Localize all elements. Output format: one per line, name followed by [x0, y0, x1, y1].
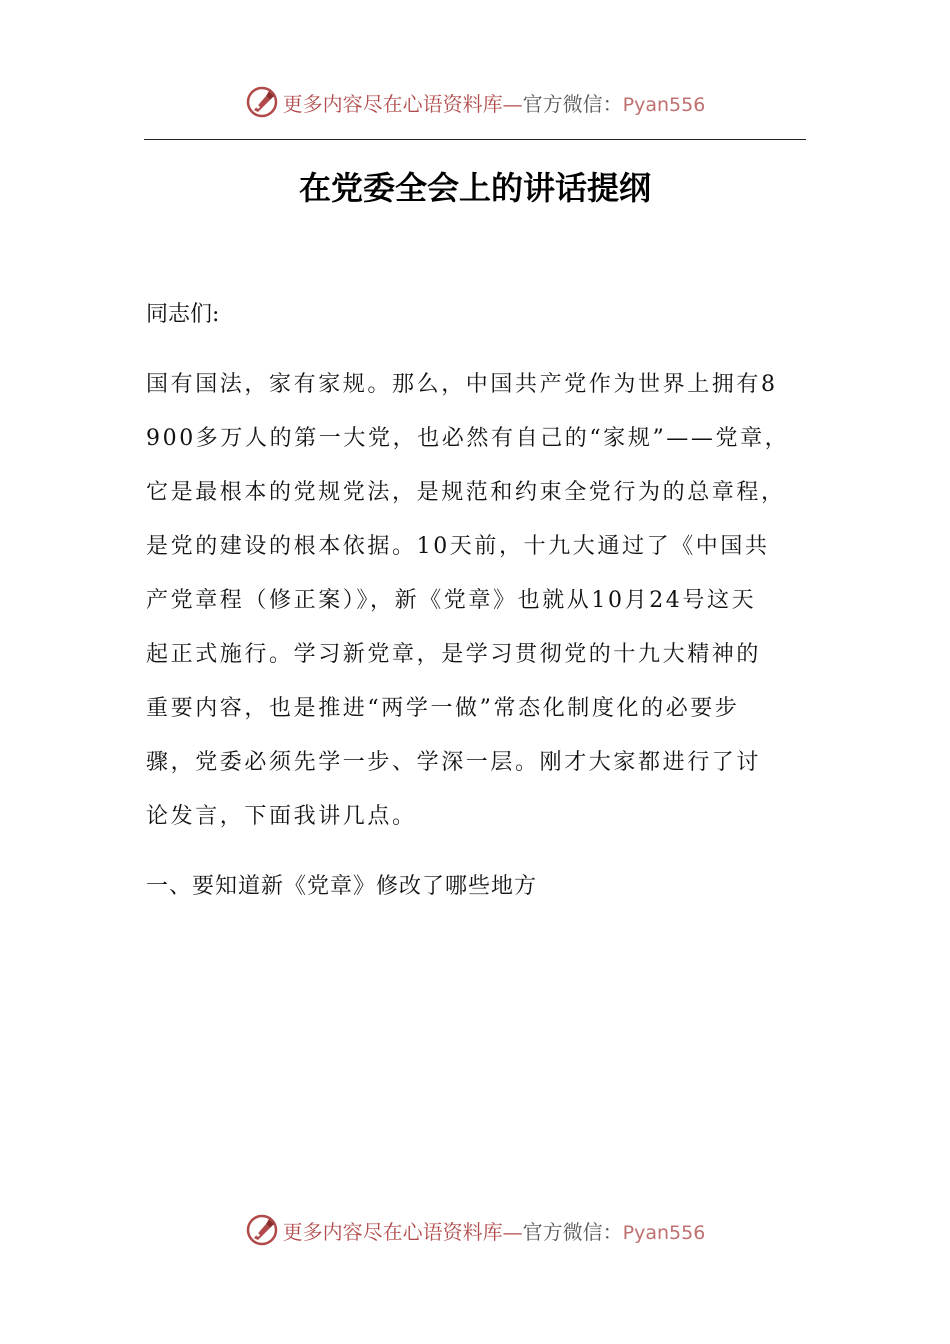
watermark-separator: — [502, 1219, 523, 1244]
watermark-site-text: 更多内容尽在心语资料库 [282, 91, 503, 116]
watermark-site-text: 更多内容尽在心语资料库 [282, 1219, 503, 1244]
paragraph-line: 骤，党委必须先学一步、学深一层。刚才大家都进行了讨 [146, 750, 762, 775]
paragraph-line: 国有国法，家有家规。那么，中国共产党作为世界上拥有8 [146, 372, 778, 397]
greeting: 同志们: [146, 302, 220, 327]
watermark-text [283, 88, 706, 117]
footer-watermark [0, 1210, 950, 1250]
watermark-official-label: 官方微信： [522, 1219, 623, 1244]
watermark-text [283, 1216, 706, 1245]
paragraph-line: 重要内容，也是推进“两学一做”常态化制度化的必要步 [146, 696, 740, 721]
watermark-official-label: 官方微信： [522, 91, 623, 116]
watermark-separator: — [502, 91, 523, 116]
header-watermark [0, 82, 950, 122]
section-heading: 一、要知道新《党章》修改了哪些地方 [146, 874, 538, 899]
paragraph-line: 900多万人的第一大党，也必然有自己的“家规”——党章， [146, 426, 790, 451]
body-paragraph [146, 358, 814, 844]
watermark-wechat-id: Pyan556 [622, 1221, 706, 1244]
header-divider [144, 139, 806, 140]
watermark-wechat-id: Pyan556 [622, 93, 706, 116]
pen-nib-logo-icon [245, 85, 279, 119]
paragraph-line: 起正式施行。学习新党章，是学习贯彻党的十九大精神的 [146, 642, 762, 667]
document-title: 在党委全会上的讲话提纲 [298, 169, 651, 207]
pen-nib-logo-icon [245, 1213, 279, 1247]
paragraph-line: 是党的建设的根本依据。10天前，十九大通过了《中国共 [146, 534, 770, 559]
paragraph-line: 产党章程（修正案）》，新《党章》也就从10月24号这天 [146, 588, 757, 613]
paragraph-line: 论发言，下面我讲几点。 [146, 804, 417, 829]
paragraph-line: 它是最根本的党规党法，是规范和约束全党行为的总章程， [146, 480, 786, 505]
document-body [146, 288, 814, 914]
